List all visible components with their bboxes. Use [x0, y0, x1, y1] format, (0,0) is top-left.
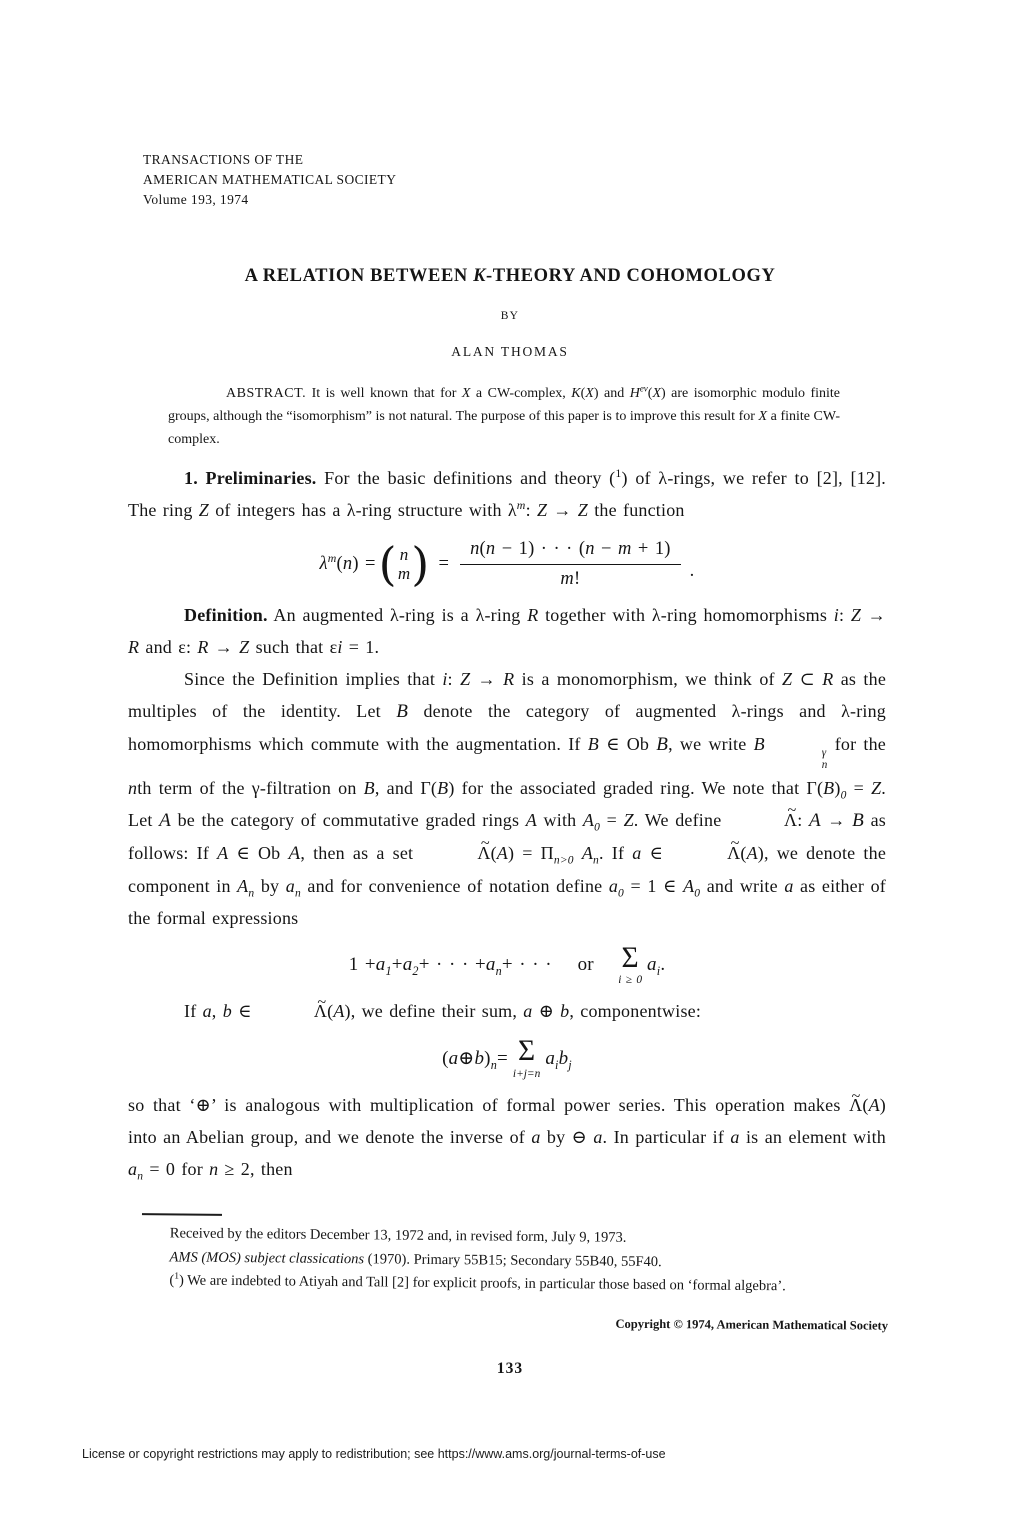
paragraph-since-definition: Since the Definition implies that i: Z → R is a monomorphism, we think of Z ⊂ R as the multiples of the identity. Let B denote the category of augmented λ-rings and λ-ring homomorphisms which commute with the augmentation. If B ∈ Ob B, we write B γ n for the nth term of the γ-filtration on B, and Γ(B) for the associated graded ring. We note that $\Gamma(B)_0 = Z$. Let A be the category of commutative graded rings A with $A_0 = Z$. We define ~ Λ: A → B as follows: If A ∈ Ob A, then as a set ~ $\Lambda(A) = \Pi_{n>0}$ $A_n$. If a ∈ ~ Λ(A), we denote the component in $A_n$ by $a_n$ and for convenience of notation define $a_0 = 1$ ∈ $A_0$ and write a as either of the formal expressions	[128, 663, 886, 934]
fraction-numerator: n(n − 1) · · · (n − m + 1)	[460, 539, 681, 565]
fraction-denominator: m!	[560, 569, 581, 589]
abstract: ABSTRACT. It is well known that for X a CW-complex, K(X) and $H^{ev}(X)$ are isomorphic modulo finite groups, although the “isomorphism” is not natural. The purpose of this paper is to improve this result for X a finite CW-complex.	[168, 383, 840, 447]
binomial-bottom: m	[397, 564, 411, 584]
equals-sign: =	[438, 554, 450, 574]
formula-binomial-left: $\lambda^m(n)$ =	[319, 550, 376, 574]
author-name: ALAN THOMAS	[451, 344, 569, 359]
footnotes	[127, 1213, 890, 1300]
formula-componentwise-sum: ( a ⊕ b )$_n$ = Σ i+j=n $a_i$ $b_j$	[442, 1035, 572, 1080]
paragraph-definition: Definition. An augmented λ-ring is a λ-ring R together with λ-ring homomorphisms i: Z → R and ε: R → Z such that εi = 1.	[128, 605, 887, 657]
paper-body	[128, 462, 886, 1185]
formula-series: 1 + $a_1$ + $a_2$ + · · · + $a_n$ + · · · or Σ i ≥ 0 $a_i$ .	[348, 941, 666, 986]
right-paren: )	[411, 536, 430, 591]
binomial-top: n	[399, 544, 409, 564]
paper-title: A RELATION BETWEEN K-THEORY AND COHOMOLOGY	[244, 266, 776, 286]
page-number: 133	[496, 1360, 524, 1377]
formula-period: .	[689, 561, 695, 581]
paragraph-sum-definition: If a, b ∈ ~ Λ(A), we define their sum, a ⊕ b, componentwise:	[128, 995, 886, 1027]
journal-name-line2: AMERICAN MATHEMATICAL SOCIETY	[143, 172, 397, 187]
journal-volume-line: Volume 193, 1974	[143, 192, 249, 207]
footnote-indebted: ($^1$) We are indebted to Atiyah and Tall [2] for explicit proofs, in particular those based on ‘formal algebra’.	[169, 1270, 786, 1295]
formula-binomial	[128, 536, 886, 591]
journal-header	[143, 150, 396, 210]
paragraph-preliminaries: 1. Preliminaries. For the basic definitions and theory ($^1$) of λ-rings, we refer to [2], [12]. The ring Z of integers has a λ-ring structure with $\lambda^m$: Z → Z the function	[128, 466, 886, 520]
footnote-ams-classification: AMS (MOS) subject classications (1970). Primary 55B15; Secondary 55B40, 55F40.	[169, 1248, 662, 1270]
footnote-rule	[142, 1213, 222, 1216]
license-footer: License or copyright restrictions may apply to redistribution; see https://www.ams.org/journal-terms-of-use	[82, 1447, 666, 1461]
footnote-received: Received by the editors December 13, 1972 and, in revised form, July 9, 1973.	[169, 1225, 627, 1246]
left-paren: (	[378, 536, 397, 591]
journal-name-line1: TRANSACTIONS OF THE	[143, 152, 304, 167]
paragraph-so-that: so that ‘⊕’ is analogous with multiplication of formal power series. This operation makes ~ Λ(A) into an Abelian group, and we denote the inverse of a by ⊖ a. In particular if a is an element with $a_n = 0$ for n ≥ 2, then	[128, 1089, 886, 1185]
fraction	[460, 539, 681, 590]
binomial-coefficient	[378, 536, 430, 591]
copyright-line: Copyright © 1974, American Mathematical Society	[615, 1316, 889, 1333]
byline: BY	[500, 310, 520, 322]
